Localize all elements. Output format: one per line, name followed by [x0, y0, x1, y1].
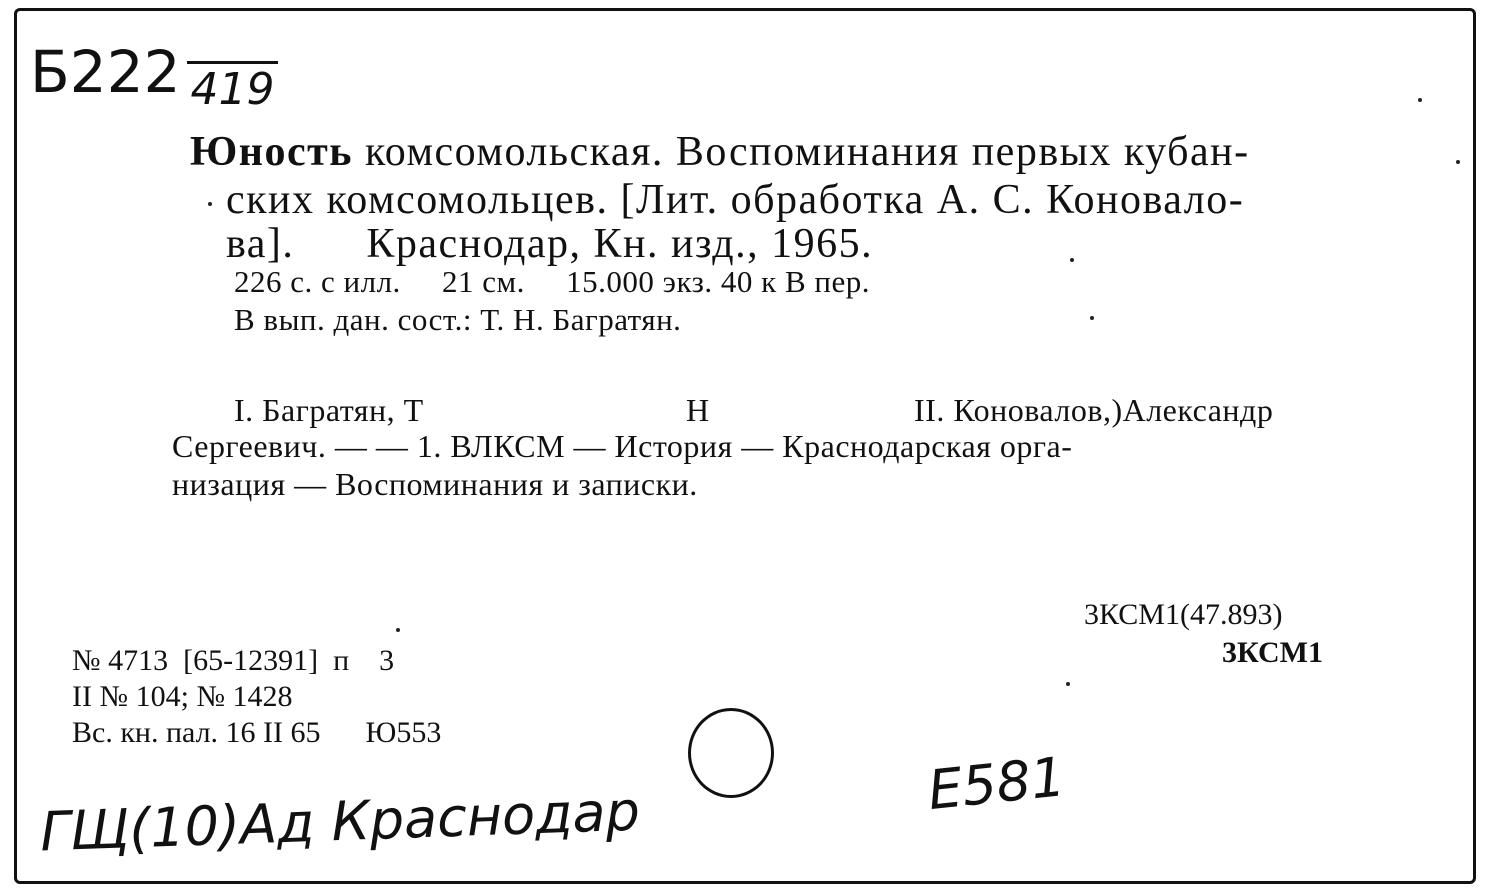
- entry-heading: Юность: [190, 129, 353, 175]
- entry-title-rest: комсомольская. Воспоминания первых кубан-: [352, 129, 1250, 175]
- stamp-circle: [688, 708, 774, 798]
- scan-speck: [1418, 98, 1422, 102]
- handwritten-location-note: ГЩ(10)Ад Краснодар: [39, 779, 641, 864]
- entry-collation: 226 с. с илл. 21 см. 15.000 экз. 40 к В пер.: [234, 264, 870, 299]
- subject-line-1b: Н: [686, 392, 710, 428]
- subject-line-1c: II. Коновалов,)Александр: [914, 392, 1274, 428]
- classification-code-2: 3КСМ1: [1222, 636, 1323, 669]
- entry-line-3: ва]. Краснодар, Кн. изд., 1965.: [226, 221, 874, 267]
- entry-line-2: ских комсомольцев. [Лит. обработка А. С. Коновало-: [226, 177, 1245, 223]
- scan-speck: [396, 628, 400, 632]
- shelfmark-number: Б222: [30, 38, 181, 106]
- shelfmark: [30, 38, 278, 115]
- subject-line-3: низация — Воспоминания и записки.: [172, 466, 698, 502]
- scan-speck: [1090, 316, 1094, 320]
- classification-code-1: 3КСМ1(47.893): [1084, 598, 1283, 631]
- scan-speck: [1070, 258, 1074, 262]
- shelfmark-sub: 419: [187, 61, 279, 115]
- scan-speck: [1066, 682, 1070, 686]
- subject-line-2: Сергеевич. — — 1. ВЛКСМ — История — Краснодарская орга-: [172, 428, 1073, 464]
- subject-line-1a: I. Багратян, Т: [234, 392, 424, 428]
- handwritten-number: Е581: [925, 745, 1069, 822]
- scan-speck: [208, 202, 212, 206]
- printing-line-2: II № 104; № 1428: [72, 680, 293, 713]
- printing-line-1: № 4713 [65-12391] п 3: [72, 644, 395, 677]
- entry-line-1: [190, 128, 1250, 176]
- scan-speck: [1456, 160, 1460, 164]
- entry-compiler-note: В вып. дан. сост.: Т. Н. Багратян.: [234, 302, 682, 337]
- printing-line-3: Вс. кн. пал. 16 II 65 Ю553: [72, 716, 442, 749]
